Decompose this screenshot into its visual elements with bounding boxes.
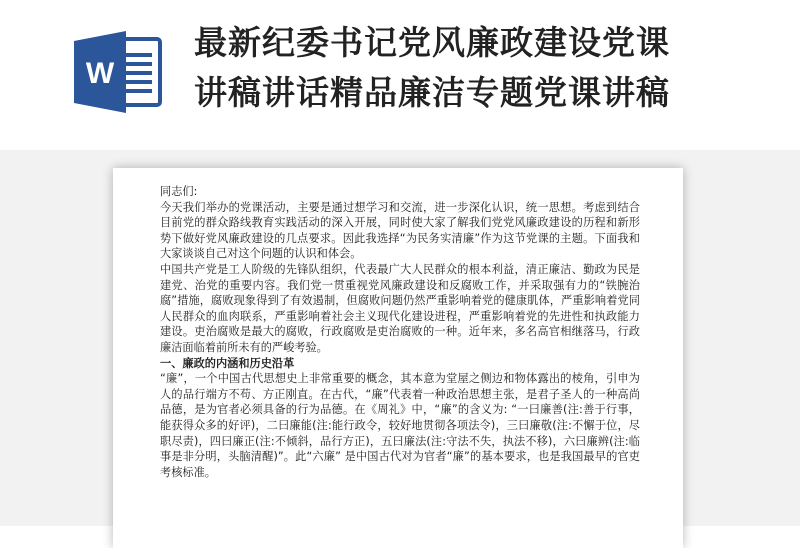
- page-title: [194, 18, 794, 118]
- paragraph-1: 今天我们举办的党课活动，主要是通过想学习和交流，进一步深化认识，统一思想。考虑到结合目前党的群众路线教育实践活动的深入开展，同时使大家了解我们党党风廉政建设的历程和新形势下做好党风廉政建设的几点要求。因此我选择“为民务实清廉”作为这节党课的主题。下面我和大家谈谈自己对这个问题的认识和体会。: [160, 200, 640, 261]
- word-icon-letter: W: [85, 57, 115, 90]
- paragraph-3: “廉”，一个中国古代思想史上非常重要的概念，其本意为堂屋之侧边和物体露出的棱角，引申为人的品行端方不苟、方正刚直。在古代，“廉”代表着一种政治思想主张，是君子圣人的一种高尚品德，是为官者必须具备的行为品德。在《周礼》中，“廉”的含义为: “一曰廉善(注:善于行事，能获得众多的好评)，二曰廉能(注:能行政令，较好地贯彻各项法令)，三曰廉敬(注:不懈于位，尽职尽责)，四曰廉正(注:不倾斜，品行方正)，五曰廉法(注:守法不失，执法不移)，六曰廉辨(注:临事是非分明，头脑清醒)”。此“六廉” 是中国古代对为官者“廉”的基本要求，也是我国最早的官吏考核标准。: [160, 372, 640, 479]
- title-line-1: 最新纪委书记党风廉政建设党课: [194, 23, 670, 62]
- title-line-2: 讲稿讲话精品廉洁专题党课讲稿: [194, 73, 670, 112]
- document-body: [160, 184, 640, 480]
- paragraph-2: 中国共产党是工人阶级的先锋队组织，代表最广大人民群众的根本利益，清正廉洁、勤政为民是建党、治党的重要内容。我们党一贯重视党风廉政建设和反腐败工作，并采取强有力的“铁腕治腐”措施，腐败现象得到了有效遏制，但腐败问题仍然严重影响着党的健康肌体，严重影响着党同人民群众的血肉联系，严重影响着社会主义现代化建设进程，严重影响着党的先进性和执政能力建设。吏治腐败是最大的腐败，行政腐败是吏治腐败的一种。近年来，多名高官相继落马，行政廉洁面临着前所未有的严峻考验。: [160, 262, 640, 354]
- header-banner: [0, 0, 800, 150]
- greeting: 同志们:: [160, 185, 198, 198]
- document-page: [113, 168, 683, 548]
- word-document-icon: [72, 31, 164, 113]
- section-heading-1: 一、廉政的内涵和历史沿革: [160, 356, 295, 370]
